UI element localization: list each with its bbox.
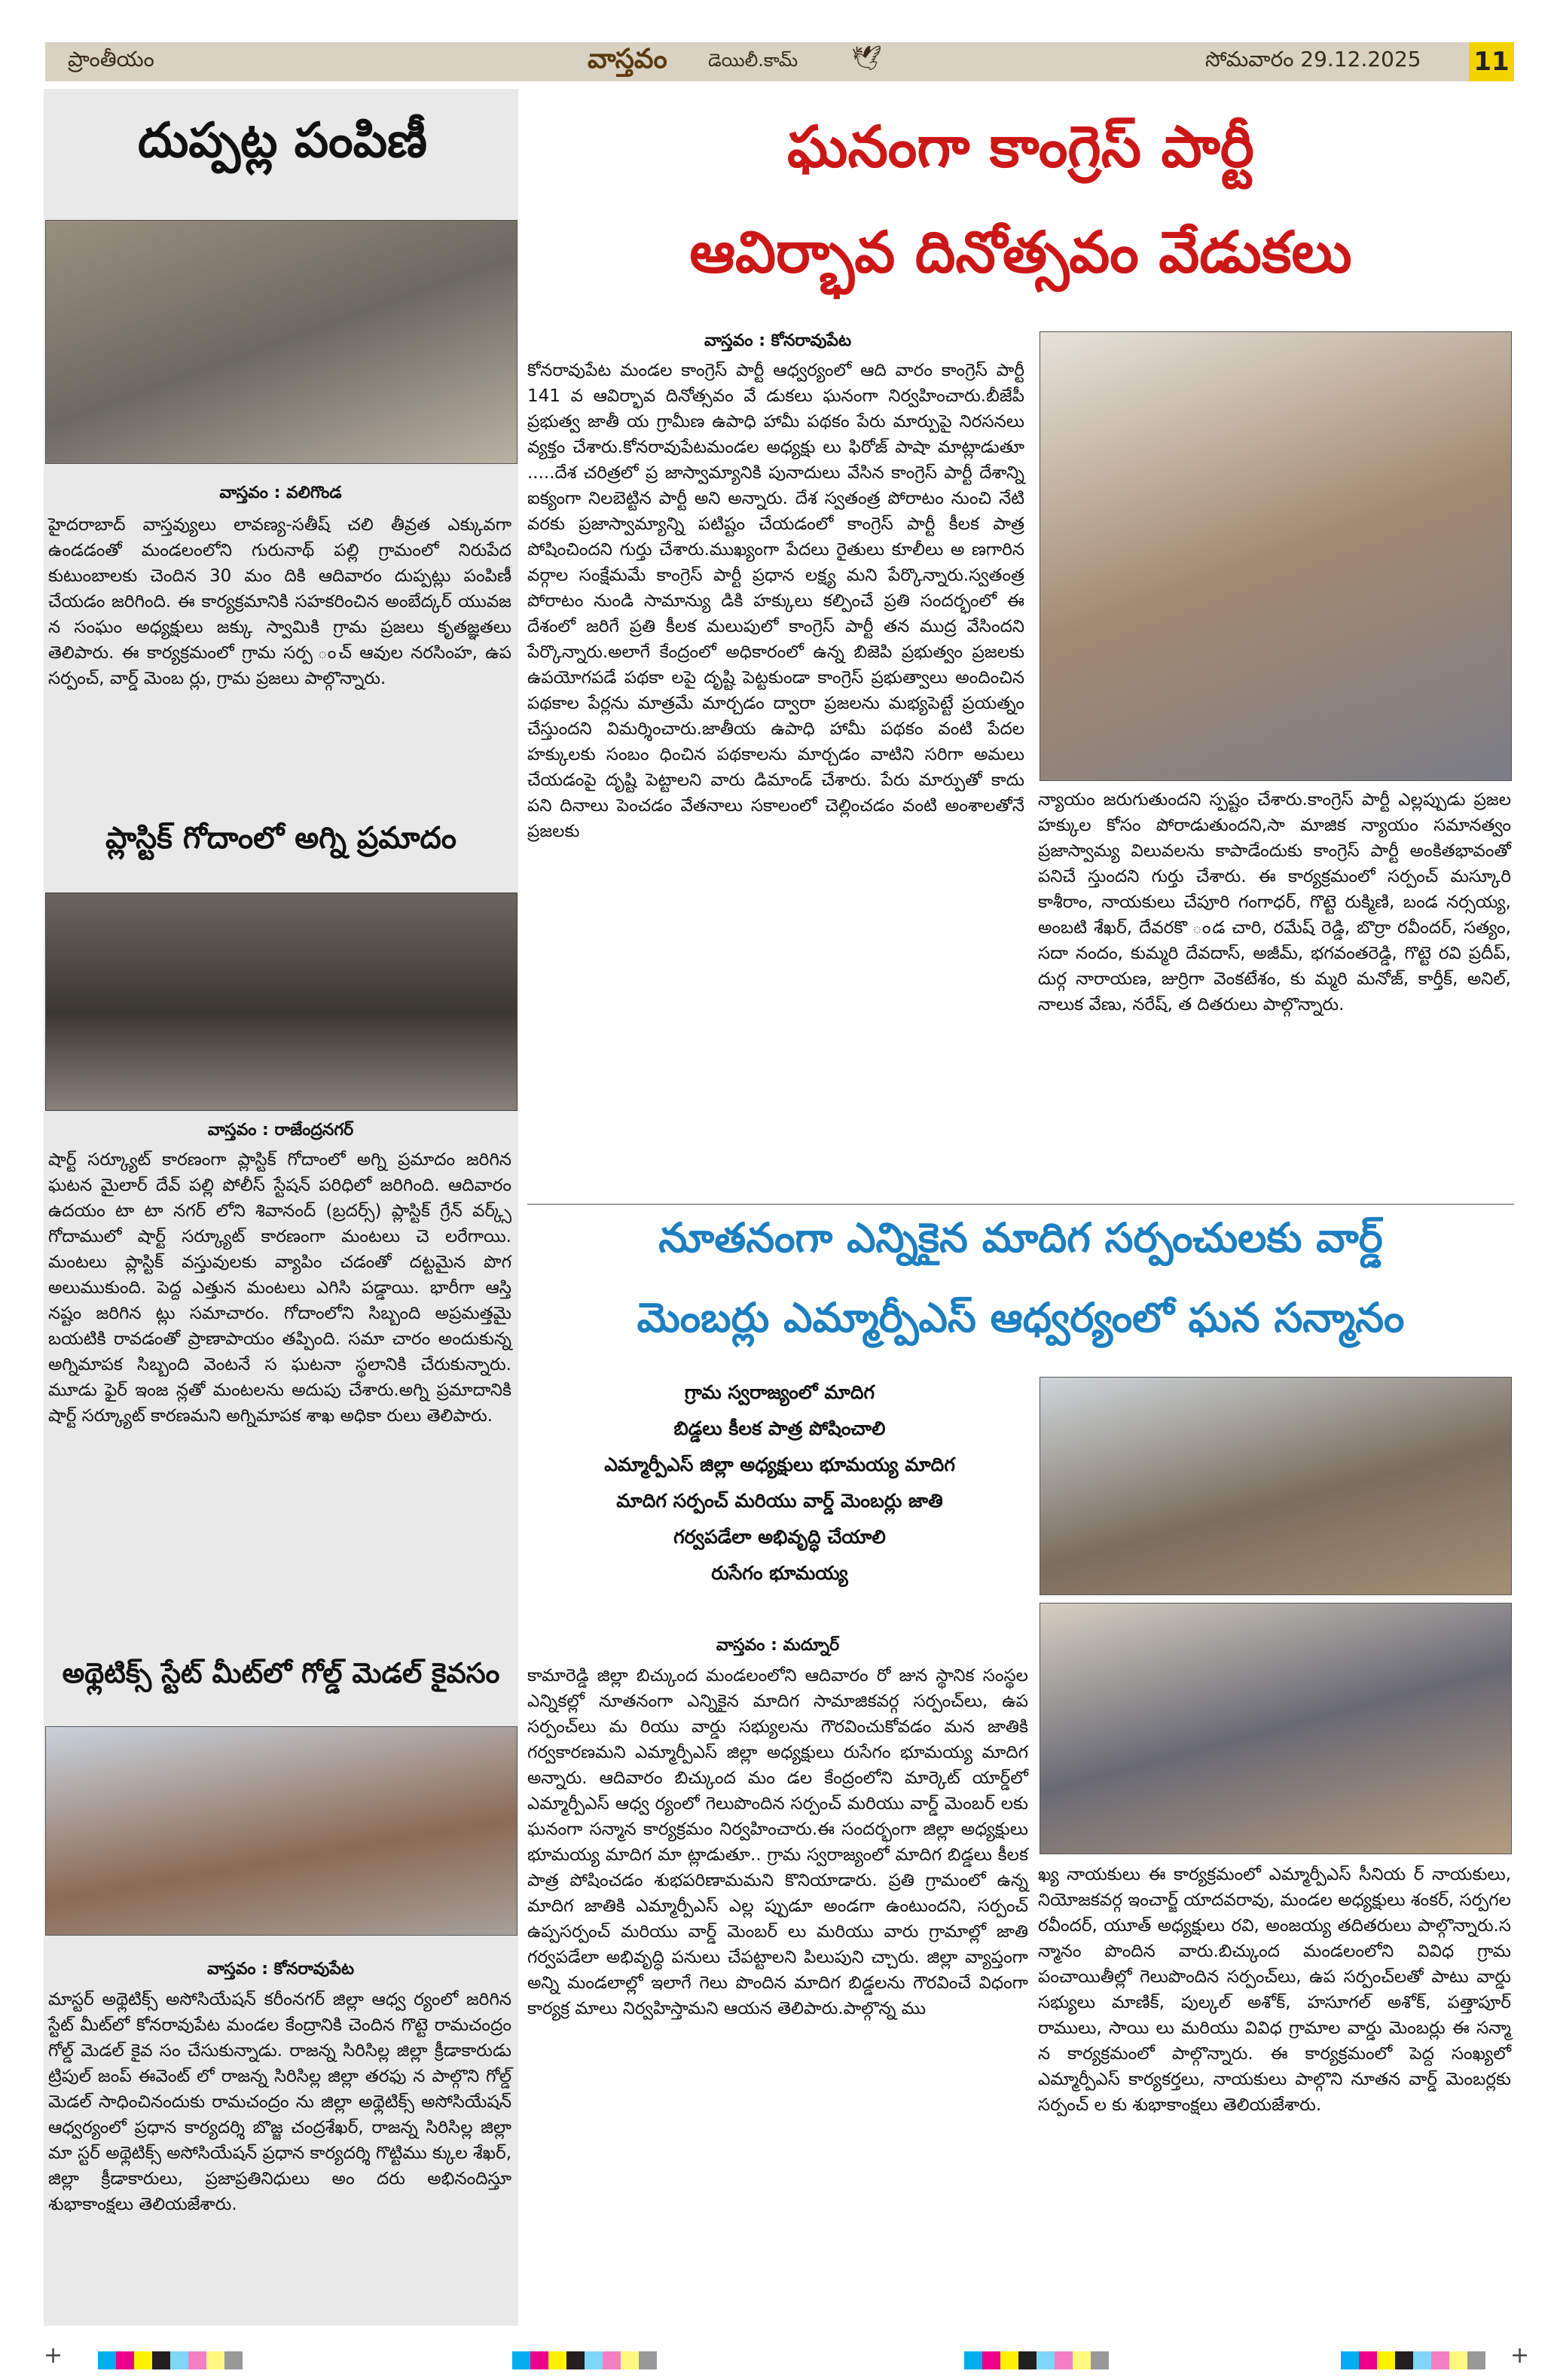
dateline-konaraopet: వాస్తవం : కోనరావుపేట [206,1960,355,1979]
article-title-blankets: దుప్పట్ల పంపిణీ [137,113,427,169]
headline-congress-line1: ఘనంగా కాంగ్రెస్ పార్టీ [787,113,1254,180]
article-text: హైదరాబాద్ వాస్తవ్యులు లావణ్య-సతీష్ చలి తీవ్రత ఎక్కువగా ఉండడంతో మండలంలోని గురునాథ్ పల్లి గ్రామంలో నిరుపేద కుటుంబాలకు చెందిన 30 మం దికి ఆదివారం దుప్పట్లు పంపిణీ చేయడం జరిగింది. ఈ కార్యక్రమానికి సహకరించిన అంబేద్కర్ యువజ న సంఘం అధ్యక్షులు జక్కు స్వామికి గ్రామ ప్రజలు కృతజ్ఞతలు తెలిపారు. ఈ కార్యక్రమంలో గ్రామ సర్ప ంచ్ ఆవుల నరసింహ, ఉప సర్పంచ్, వార్డ్ మెంబ ర్లు, గ్రామ ప్రజలు పాల్గొన్నారు. [48,515,511,688]
color-calibration-bar [98,2351,243,2369]
article-body-mrps-col2 [1038,1862,1511,2284]
article-title-fire: ప్లాస్టిక్ గోదాంలో అగ్ని ప్రమాదం [105,821,457,856]
newspaper-logo: వాస్తవం [588,44,667,75]
headline-mrps-line2: మెంబర్లు ఎమ్మార్పీఎస్ ఆధ్వర్యంలో ఘన సన్మానం [637,1294,1405,1341]
issue-date: సోమవారం 29.12.2025 [1205,47,1421,72]
subheading: రుసేగం భూమయ్య [711,1562,848,1584]
page-header [45,42,1514,81]
flag-hoisting-photo [1040,331,1512,781]
bird-logo-icon: 🕊 [851,44,882,72]
page-number: 11 [1469,42,1514,81]
subheading: ఎమ్మార్పీఎస్ జిల్లా అధ్యక్షులు భూమయ్య మాదిగ [604,1454,955,1475]
section-divider [527,1204,1514,1205]
article-body-fire [48,1147,511,1659]
color-calibration-bar [964,2351,1109,2369]
article-text: కోనరావుపేట మండల కాంగ్రెస్ పార్టీ ఆధ్వర్యంలో ఆది వారం కాంగ్రెస్ పార్టీ 141 వ ఆవిర్భావ దినోత్సవం వే డుకలు ఘనంగా నిర్వహించారు.బీజేపీ ప్రభుత్వ జాతీ య గ్రామీణ ఉపాధి హామీ పథకం పేరు మార్పుపై నిరసనలు వ్యక్తం చేశారు.కోనరావుపేటమండల అధ్యక్షు లు ఫిరోజ్ పాషా మాట్లాడుతూ .....దేశ చరిత్రలో ప్ర జాస్వామ్యానికి పునాదులు వేసిన కాంగ్రెస్ పార్టీ దేశాన్ని ఐక్యంగా నిలబెట్టిన పార్టీ అని అన్నారు. దేశ స్వతంత్ర పోరాటం నుంచి నేటి వరకు ప్రజాస్వామ్యాన్ని పటిష్టం చేయడంలో కాంగ్రెస్ పార్టీ కీలక పాత్ర పోషించిందని గుర్తు చేశారు.ముఖ్యంగా పేదలు రైతులు కూలీలు అ ణగారిన వర్గాల సంక్షేమమే కాంగ్రెస్ పార్టీ ప్రధాన లక్ష్య మని పేర్కొన్నారు.స్వతంత్ర పోరాటం నుండి సామాన్యు డికి హక్కులు కల్పించే ప్రతి సందర్భంలో ఈ దేశంలో జరిగే ప్రతి కీలక మలుపులో కాంగ్రెస్ పార్టీ తన ముద్ర వేసిందని పేర్కొన్నారు.అలాగే కేంద్రంలో అధికారంలో ఉన్న బిజెపి ప్రభుత్వం ప్రజలకు ఉపయోగపడే పథకా లపై దృష్టి పెట్టకుండా కాంగ్రెస్ ప్రభుత్వాలు అందించిన పథకాల పేర్లను మాత్రమే మార్చడం ద్వారా ప్రజలను మభ్యపెట్టే ప్రయత్నం చేస్తుందని విమర్శించారు.జాతీయ ఉపాధి హామీ పథకం వంటి పేదల హక్కులకు సంబం ధించిన పథకాలను మార్చడం వాటిని సరిగా అమలు చేయడంపై దృష్టి పెట్టాలని వారు డిమాండ్ చేశారు. పేరు మార్పుతో కాదు పని దినాలు పెంచడం వేతనాలు సకాలంలో చెల్లించడం వంటి అంశాలతోనే ప్రజలకు [527,361,1024,841]
athletics-medal-photo [45,1726,517,1936]
article-text: షార్ట్ సర్క్యూట్ కారణంగా ప్లాస్టిక్ గోదాంలో అగ్ని ప్రమాదం జరిగిన ఘటన మైలార్ దేవ్ పల్లి పోలీస్ స్టేషన్ పరిధిలో జరిగింది. ఆదివారం ఉదయం టా టా నగర్ లోని శివానంద్ (బ్రదర్స్) ప్లాస్టిక్ గ్రేన్ వర్క్స్ గోదాములో షార్ట్ సర్క్యూట్ కారణంగా మంటలు చె లరేగాయి. మంటలు ప్లాస్టిక్ వస్తువులకు వ్యాపిం చడంతో దట్టమైన పొగ అలుముకుంది. పెద్ద ఎత్తున మంటలు ఎగిసి పడ్డాయి. భారీగా ఆస్తి నష్టం జరిగిన ట్లు సమాచారం. గోదాంలోని సిబ్బంది అప్రమత్తమై బయటికి రావడంతో ప్రాణాపాయం తప్పింది. సమా చారం అందుకున్న అగ్నిమాపక సిబ్బంది వెంటనే స ఘటనా స్థలానికి చేరుకున్నారు. మూడు ఫైర్ ఇంజ న్లతో మంటలను అదుపు చేశారు.అగ్ని ప్రమాదానికి షార్ట్ సర్క్యూట్ కారణమని అగ్నిమాపక శాఖ అధికా రులు తెలిపారు. [48,1150,511,1426]
dateline-konaraopet-congress: వాస్తవం : కోనరావుపేట [704,331,852,350]
article-body-mrps-col1 [527,1663,1028,2326]
article-body-congress-col2 [1038,787,1511,1179]
subheading: మాదిగ సర్పంచ్ మరియు వార్డ్ మెంబర్లు జాతి [616,1490,943,1512]
subheading: బిడ్డలు కీలక పాత్ర పోషించాలి [673,1417,886,1439]
dateline-madnoor: వాస్తవం : మద్నూర్ [716,1636,840,1655]
dateline-valigonda: వాస్తవం : వలిగొండ [219,484,342,502]
color-calibration-bar [1341,2351,1485,2369]
blanket-distribution-photo [45,220,517,464]
article-text: ఖ్య నాయకులు ఈ కార్యక్రమంలో ఎమ్మార్పీఎస్ సీనియ ర్ నాయకులు, నియోజకవర్గ ఇంచార్జ్ యాదవరావు, మండల అధ్యక్షులు శంకర్, సర్పగల రవీందర్, యూత్ అధ్యక్షులు రవి, అంజయ్య తదితరులు పాల్గొన్నారు.స న్మానం పొందిన వారు.బిచ్కుంద మండలంలోని వివిధ గ్రామ పంచాయితీల్లో గెలుపొందిన సర్పంచ్‌లు, ఉప సర్పంచ్‌లతో పాటు వార్డు సభ్యులు మాణిక్, పుల్కల్ అశోక్, హసూగల్ అశోక్, పత్తాపూర్ రాములు, సాయి లు మరియు వివిధ గ్రామాల వార్డు మెంబర్లు ఈ సన్మా న కార్యక్రమంలో పాల్గొన్నారు. ఈ కార్యక్రమంలో పెద్ద సంఖ్యలో ఎమ్మార్పీఎస్ కార్యకర్తలు, నాయకులు పాల్గొని నూతన వార్డ్ మెంబర్లకు సర్పంచ్ ల కు శుభాకాంక్షలు తెలియజేశారు. [1038,1865,1511,2115]
headline-mrps-line1: నూతనంగా ఎన్నికైన మాదిగ సర్పంచులకు వార్డ్ [658,1214,1383,1262]
color-calibration-bar [512,2351,657,2369]
section-label: ప్రాంతీయం [68,47,154,72]
article-text: న్యాయం జరుగుతుందని స్పష్టం చేశారు.కాంగ్రెస్ పార్టీ ఎల్లప్పుడు ప్రజల హక్కుల కోసం పోరాడుతుందని,సా మాజిక న్యాయం సమానత్వం ప్రజాస్వామ్య విలువలను కాపాడేందుకు కాంగ్రెస్ పార్టీ అంకితభావంతో పనిచే స్తుందని గుర్తు చేశారు. ఈ కార్యక్రమంలో సర్పంచ్ మస్కూరి కాశీరాం, నాయకులు చేపూరి గంగాధర్, గొట్టె రుక్మిణి, బండ నర్సయ్య, అంబటి శేఖర్, దేవరకొ ండ చారి, రమేష్ రెడ్డి, బొర్రా రవీందర్, సత్యం, సదా నందం, కుమ్మరి దేవదాస్, అజీమ్, భగవంతరెడ్డి, గొట్టె రవి ప్రదీప్, దుర్గ నారాయణ, జుర్రిగా వెంకటేశం, కు మ్మరి మనోజ్, కార్తీక్, అనిల్, నాలుక వేణు, నరేష్, త దితరులు పాల్గొన్నారు. [1038,790,1511,1015]
article-text: మాస్టర్ అథ్లెటిక్స్ అసోసియేషన్ కరీంనగర్ జిల్లా ఆధ్వ ర్యంలో జరిగిన స్టేట్ మీట్‌లో కోనరావుపేట మండల కేంద్రానికి చెందిన గొట్టె రామచంద్రం గోల్డ్ మెడల్ కైవ సం చేసుకున్నాడు. రాజన్న సిరిసిల్ల జిల్లా క్రీడాకారుడు ట్రిపుల్ జంప్ ఈవెంట్ లో రాజన్న సిరిసిల్ల జిల్లా తరఫు న పాల్గొని గోల్డ్ మెడల్ సాధించినందుకు రామచంద్రం ను జిల్లా అథ్లెటిక్స్ అసోసియేషన్ ఆధ్వర్యంలో ప్రధాన కార్యదర్శి బొజ్జ చంద్రశేఖర్, రాజన్న సిరిసిల్ల జిల్లా మా స్టర్ అథ్లెటిక్స్ అసోసియేషన్ ప్రధాన కార్యదర్శి గొట్టిము క్కుల శేఖర్, జిల్లా క్రీడాకారులు, ప్రజాప్రతినిధులు అం దరు అభినందిస్తూ శుభాకాంక్షలు తెలియజేశారు. [48,1990,511,2214]
headline-congress-line2: ఆవిర్భావ దినోత్సవం వేడుకలు [689,218,1352,285]
mrps-group-photo [1040,1377,1512,1595]
subheading: గర్వపడేలా అభివృద్ధి చేయాలి [673,1526,886,1548]
registration-mark-icon: + [1510,2342,1530,2369]
article-text: కామారెడ్డి జిల్లా బిచ్కుంద మండలంలోని ఆదివారం రో జున స్థానిక సంస్థల ఎన్నికల్లో నూతనంగా ఎన్నికైన మాదిగ సామాజికవర్గ సర్పంచ్‌లు, ఉప సర్పంచ్‌లు మ రియు వార్డు సభ్యులను గౌరవించుకోవడం మన జాతికి గర్వకారణమని ఎమ్మార్పీఎస్ జిల్లా అధ్యక్షులు రుసేగం భూమయ్య మాదిగ అన్నారు. ఆదివారం బిచ్కుంద మం డల కేంద్రంలోని మార్కెట్ యార్డ్‌లో ఎమ్మార్పీఎస్ ఆధ్వ ర్యంలో గెలుపొందిన సర్పంచ్ మరియు వార్డ్ మెంబర్ లకు ఘనంగా సన్మాన కార్యక్రమం నిర్వహించారు.ఈ సందర్భంగా జిల్లా అధ్యక్షులు భూమయ్య మాదిగ మా ట్లాడుతూ.. గ్రామ స్వరాజ్యంలో మాదిగ బిడ్డలు కీలక పాత్ర పోషించడం శుభపరిణామమని కొనియాడారు. ప్రతి గ్రామంలో ఉన్న మాదిగ జాతికి ఎమ్మార్పీఎస్ ఎల్ల ప్పుడూ అండగా ఉంటుందని, సర్పంచ్ ఉప్పసర్పంచ్ మరియు వార్డ్ మెంబర్ లు మరియు వారు గ్రామాల్లో జాతి గర్వపడేలా అభివృద్ధి పనులు చేపట్టాలని పిలుపుని చ్చారు. జిల్లా వ్యాప్తంగా అన్ని మండలాల్లో ఇలాగే గెలు పొందిన మాదిగ బిడ్డలను గౌరవించే విధంగా కార్యక్ర మాలు నిర్వహిస్తామని ఆయన తెలిపారు.పాల్గొన్న ము [527,1666,1028,2018]
subheading: గ్రామ స్వరాజ్యంలో మాదిగ [684,1381,875,1403]
subheadings-block [527,1375,1032,1591]
warehouse-fire-photo [45,892,517,1111]
registration-mark-icon: + [44,2342,63,2369]
article-body-congress-col1 [527,358,1024,1186]
dateline-rajendranagar: వాస్తవం : రాజేంద్రనగర్ [207,1121,354,1140]
article-title-athletics: అథ్లెటిక్స్ స్టేట్ మీట్‌లో గోల్డ్ మెడల్ కైవసం [62,1657,500,1689]
newspaper-logo-sub: డెయిలీ.కామ్ [708,50,798,71]
felicitation-photo [1040,1603,1512,1854]
article-body-blankets [48,512,511,813]
article-body-athletics [48,1987,511,2318]
